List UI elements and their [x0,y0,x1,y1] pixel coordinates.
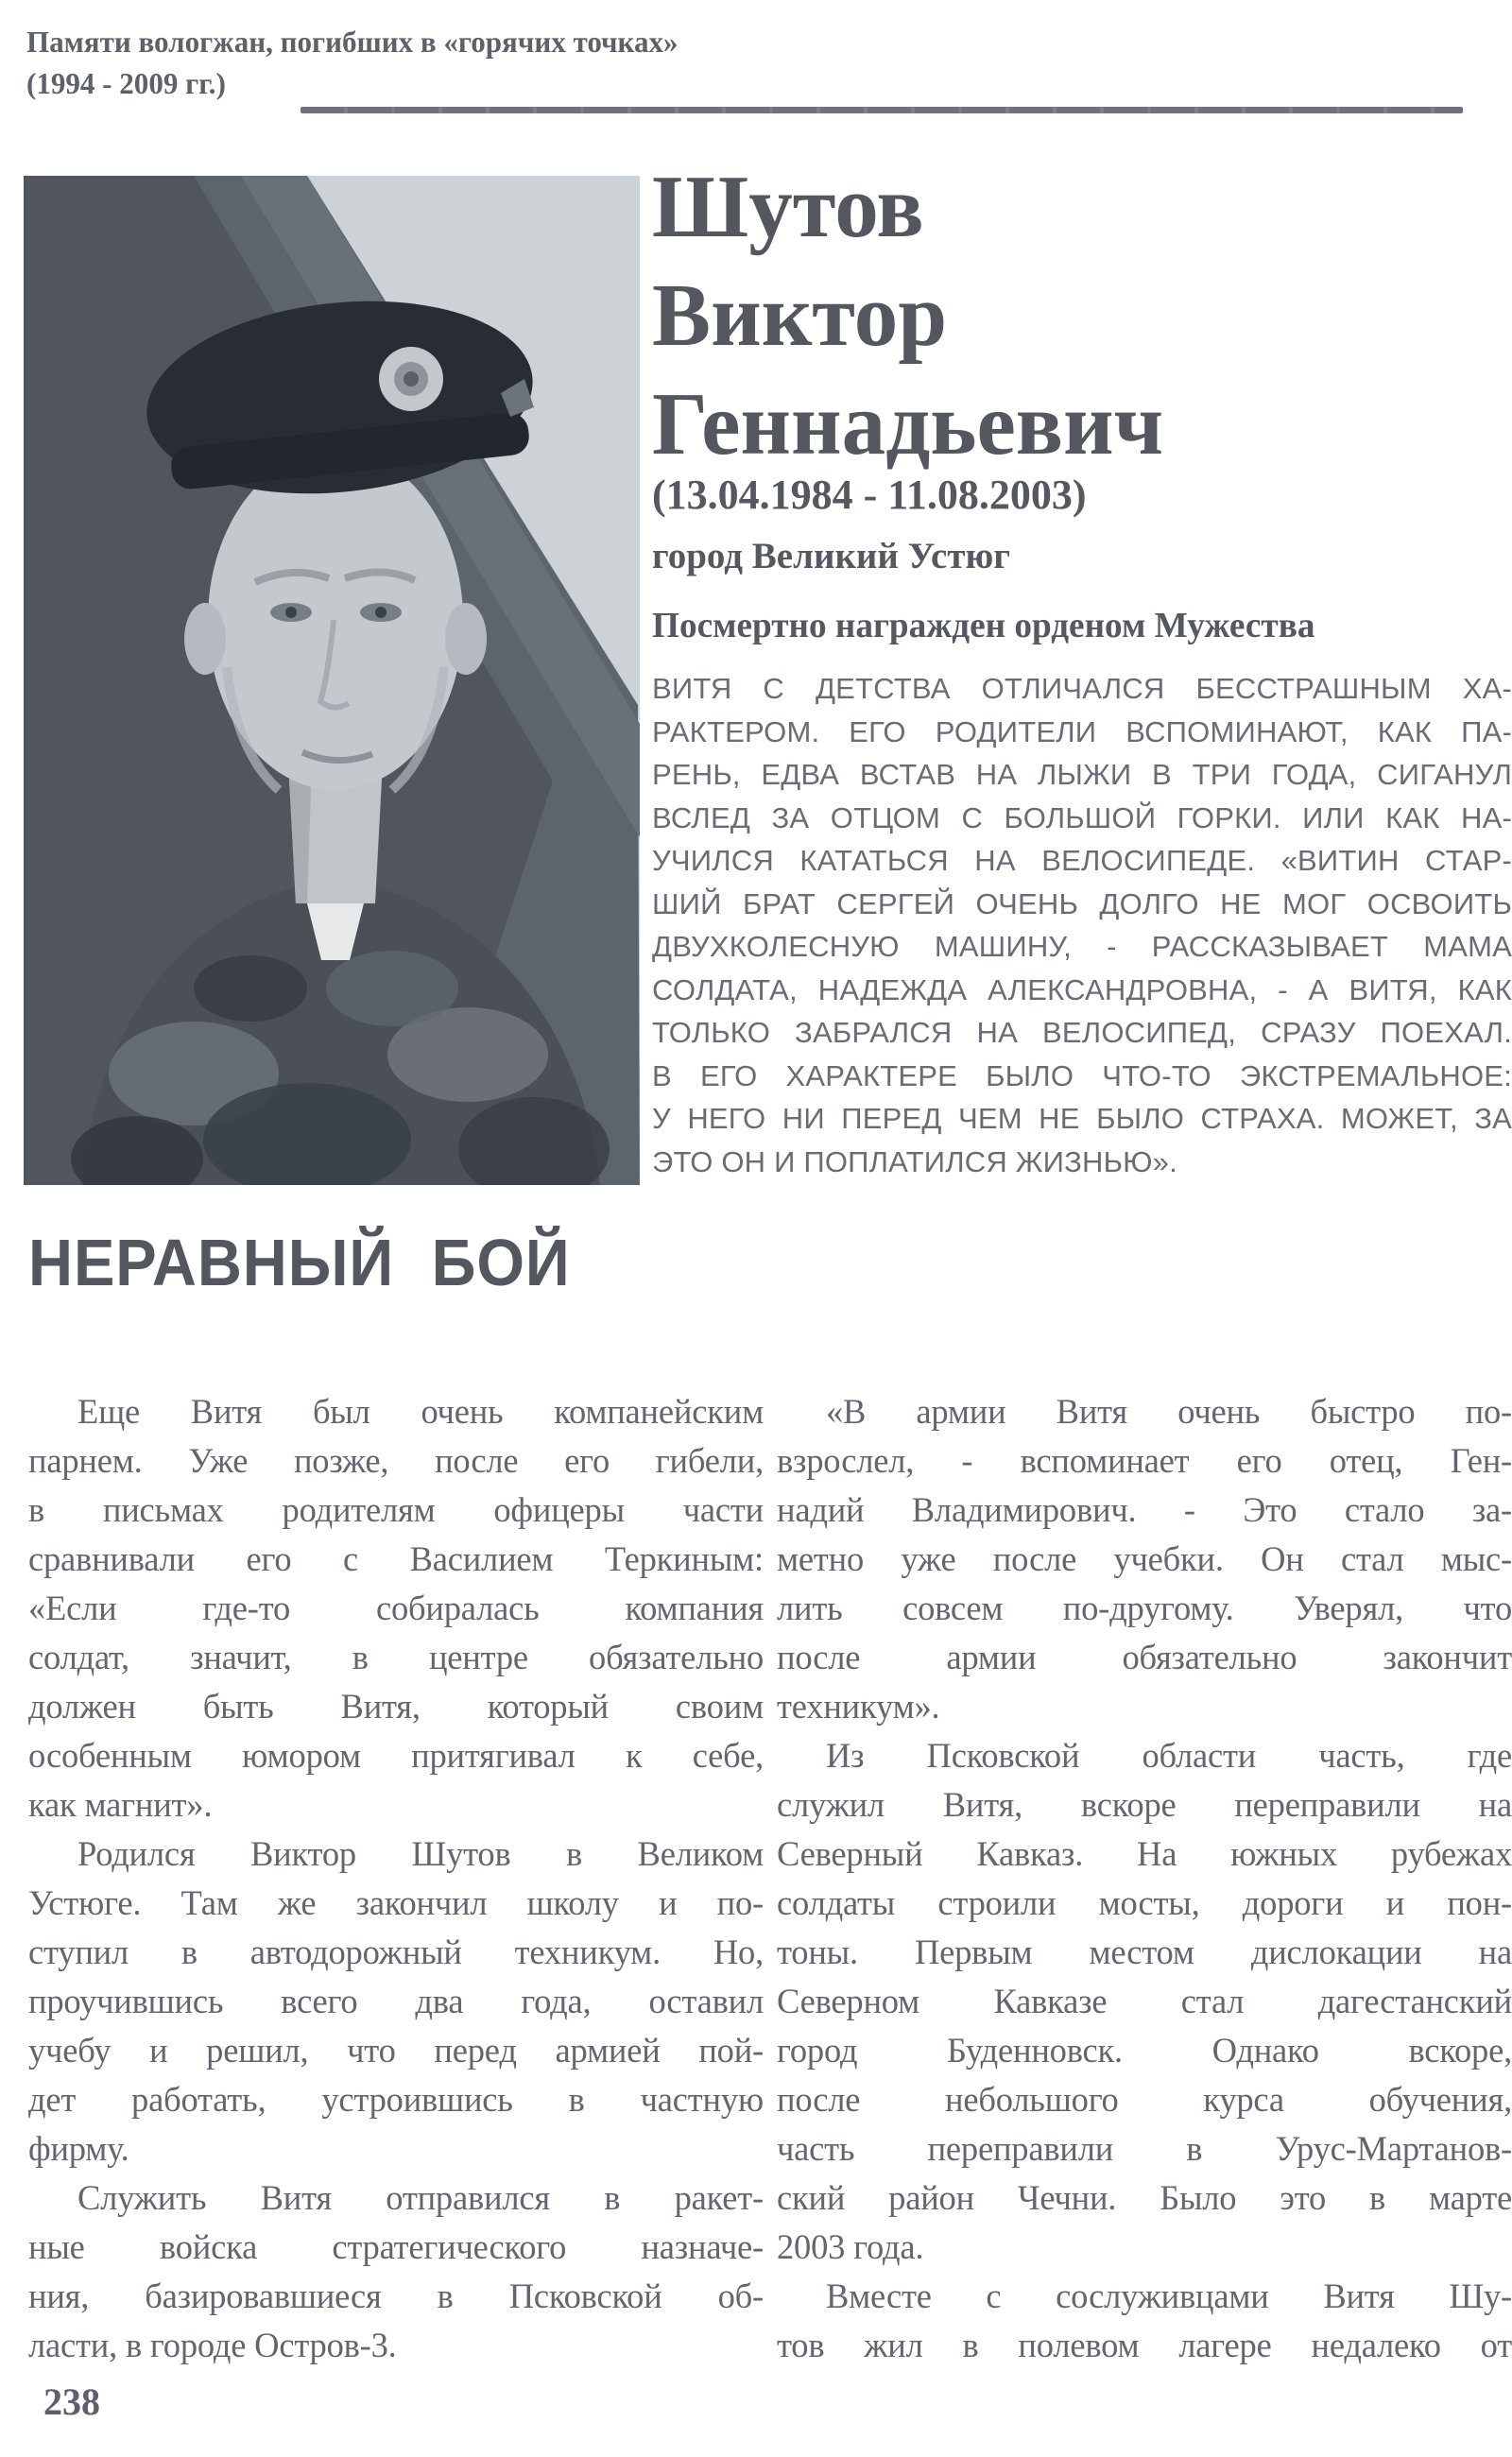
article-text-line: «В армии Витя очень быстро по- [826,1392,1512,1431]
article-column-right [777,1387,1512,2370]
article-text-line: дет работать, устроившись в частную [28,2080,764,2119]
family-quote-line: В ЕГО ХАРАКТЕРЕ БЫЛО ЧТО-ТО ЭКСТРЕМАЛЬНОЕ: [652,1058,1512,1092]
article-text-line: тов жил в полевом лагере недалеко от [777,2326,1512,2364]
article-text-line: ные войска стратегического назначе- [28,2227,764,2266]
article-text-line: Из Псковской области часть, где [826,1736,1512,1775]
article-text-line: Еще Витя был очень компанейским [77,1392,764,1431]
article-text-line: в письмах родителям офицеры части [28,1490,764,1529]
family-quote-line: ШИЙ БРАТ СЕРГЕЙ ОЧЕНЬ ДОЛГО НЕ МОГ ОСВОИТЬ [652,886,1512,920]
article-text-line: метно уже после учебки. Он стал мыс- [777,1539,1512,1578]
article-text-line: после небольшого курса обучения, [777,2080,1512,2119]
article-text-line: техникум». [777,1687,940,1726]
article-text-line: фирму. [28,2129,129,2168]
article-text-line: служил Витя, вскоре переправили на [777,1785,1512,1824]
article-text-line: Северный Кавказ. На южных рубежах [777,1834,1512,1873]
family-quote-line: РАКТЕРОМ. ЕГО РОДИТЕЛИ ВСПОМИНАЮТ, КАК ПА- [652,714,1512,748]
family-quote-line: ВСЛЕД ЗА ОТЦОМ С БОЛЬШОЙ ГОРКИ. ИЛИ КАК НА- [652,800,1512,834]
article-text-line: «Если где-то собиралась компания [28,1589,764,1627]
person-name-line: Шутов [652,158,924,256]
article-text-line: учебу и решил, что перед армией пой- [28,2031,764,2070]
article-text-line: Служить Витя отправился в ракет- [77,2178,764,2217]
family-quote-line: РЕНЬ, ЕДВА ВСТАВ НА ЛЫЖИ В ТРИ ГОДА, СИГАНУЛ [652,758,1512,791]
header-rule [301,107,1463,113]
family-quote-line: ДВУХКОЛЕСНУЮ МАШИНУ, - РАССКАЗЫВАЕТ МАМА [652,930,1512,963]
family-quote-line: У НЕГО НИ ПЕРЕД ЧЕМ НЕ БЫЛО СТРАХА. МОЖЕТ, ЗА [652,1102,1512,1135]
article-text-line: ский район Чечни. Было это в марте [777,2178,1512,2217]
article-text-line: город Буденновск. Однако вскоре, [777,2031,1512,2070]
article-text-line: надий Владимирович. - Это стало за- [777,1490,1512,1529]
page-number: 238 [43,2380,100,2423]
article-column-left [28,1387,764,2370]
article-text-line: Северном Кавказе стал дагестанский [777,1982,1512,2020]
article-text-line: тоны. Первым местом дислокации на [777,1933,1512,1971]
running-head [26,21,679,104]
article-text-line: парнем. Уже позже, после его гибели, [28,1441,764,1480]
person-name [652,153,1503,479]
family-quote [652,667,1512,1183]
article-text-line: проучившись всего два года, оставил [28,1982,764,2020]
running-head-line2: (1994 - 2009 гг.) [26,66,226,100]
award-line: Посмертно награжден орденом Мужества [652,606,1315,645]
memorial-photo-art [24,176,640,1185]
family-quote-line: УЧИЛСЯ КАТАТЬСЯ НА ВЕЛОСИПЕДЕ. «ВИТИН СТАР- [652,844,1512,877]
article-text-line: ступил в автодорожный техникум. Но, [28,1933,764,1971]
article-text-line: сравнивали его с Василием Теркиным: [28,1539,764,1578]
article-text-line: должен быть Витя, который своим [28,1687,764,1726]
home-city: город Великий Устюг [652,536,1011,576]
article-text-line: солдат, значит, в центре обязательно [28,1638,764,1676]
family-quote-line: ЭТО ОН И ПОПЛАТИЛСЯ ЖИЗНЬЮ». [652,1144,1177,1178]
article-text-line: ния, базировавшиеся в Псковской об- [28,2277,764,2315]
family-quote-line: СОЛДАТА, НАДЕЖДА АЛЕКСАНДРОВНА, - А ВИТЯ, КАК [652,972,1512,1006]
family-quote-line: ТОЛЬКО ЗАБРАЛСЯ НА ВЕЛОСИПЕД, СРАЗУ ПОЕХАЛ. [652,1016,1512,1049]
article-text-line: Родился Виктор Шутов в Великом [77,1834,764,1873]
person-name-line: Виктор [652,266,948,365]
life-dates: (13.04.1984 - 11.08.2003) [652,472,1087,518]
article-text-line: как магнит». [28,1785,213,1824]
article-text-line: особенным юмором притягивал к себе, [28,1736,764,1775]
article-text-line: взрослел, - вспоминает его отец, Ген- [777,1441,1512,1480]
article-text-line: солдаты строили мосты, дороги и пон- [777,1883,1512,1922]
article-text-line: ласти, в городе Остров-3. [28,2326,397,2364]
article-text-line: Вместе с сослуживцами Витя Шу- [826,2277,1512,2315]
memorial-photo [24,176,640,1185]
person-name-line: Геннадьевич [652,375,1164,473]
article-text-line: лить совсем по-другому. Уверял, что [777,1589,1512,1627]
family-quote-line: ВИТЯ С ДЕТСТВА ОТЛИЧАЛСЯ БЕССТРАШНЫМ ХА- [652,672,1512,705]
article-text-line: Устюге. Там же закончил школу и по- [28,1883,764,1922]
article-text-line: 2003 года. [777,2227,924,2266]
article-title: НЕРАВНЫЙ БОЙ [28,1226,571,1299]
running-head-line1: Памяти вологжан, погибших в «горячих точках» [26,25,679,59]
article-text-line: часть переправили в Урус-Мартанов- [777,2129,1512,2168]
article-text-line: после армии обязательно закончит [777,1638,1512,1676]
